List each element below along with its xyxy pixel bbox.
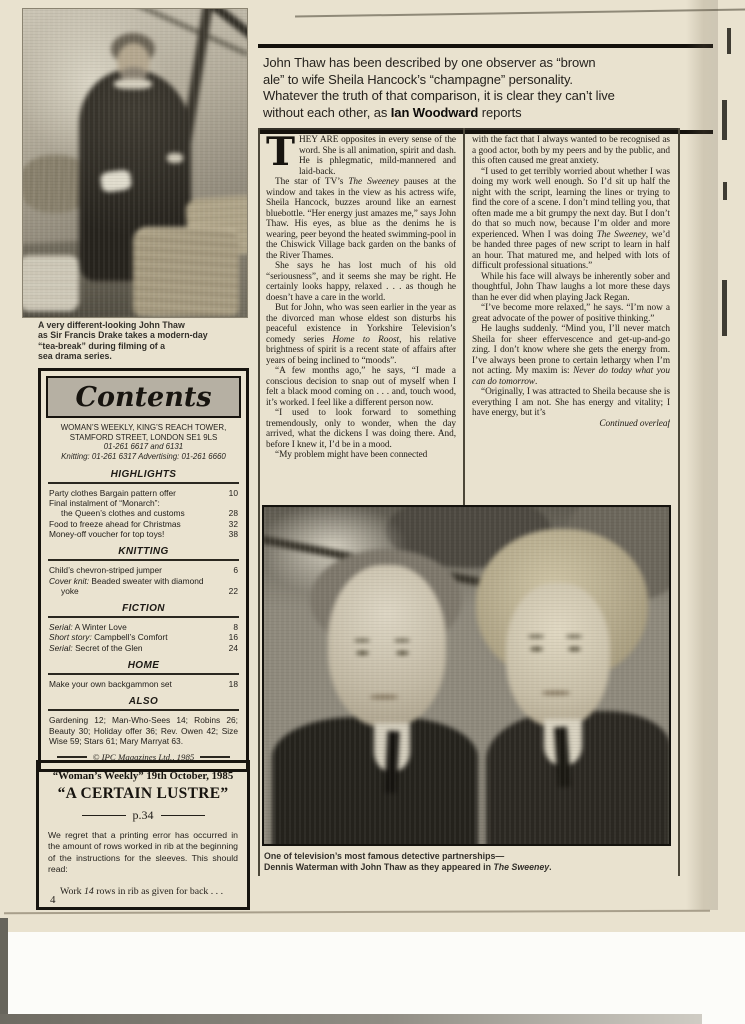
address-line: WOMAN’S WEEKLY, KING’S REACH TOWER, [60,423,227,432]
paragraph: “A few months ago,” he says, “I made a conscious decision to snap out of myself when I felt a black mood coming on . . . and, touch wood, it’s worked. I feel like a different person now. [266,366,456,408]
correction-box [36,760,250,910]
address-line: STAMFORD STREET, LONDON SE1 9LS [69,432,218,442]
rule [200,756,230,758]
item-page: 6 [233,565,238,576]
caption-line: “tea-break” during filming of a [38,340,166,351]
rule [48,616,239,618]
paragraph-text: , his relative brightness of spirit is a recent state of affairs after years of being inclined to “moods”. [266,334,456,366]
title-home-to-roost: Home to Roost [332,334,400,345]
continued-overleaf: Continued overleaf [599,418,670,429]
item-label-text: Secret of the Glen [72,642,143,653]
paragraph: She says he has lost much of his old “seriousness”, and it seems she may be right. He certainly looks happy, relaxed . . . as though he doesn’t have a care in the world. [266,261,456,303]
contents-title-banner [46,376,241,418]
scan-edge-mark [722,280,727,336]
paragraph: “I’ve become more relaxed,” he says. “I’m now a great advocate of the power of positive thinking.” [472,303,670,324]
paragraph-text: , we’d be handed three pages of new script to learn in half an hour. That matured me, and helped with lots of difficult professional situations.” [472,229,670,271]
page-fold-line [4,910,710,914]
contents-item [41,488,246,498]
caption-line: A very different-looking John Thaw [38,320,185,330]
contents-item [41,679,246,689]
item-prefix: Cover knit: [49,575,90,586]
item-page: 28 [228,508,238,519]
sweeney-photo [262,505,671,846]
section-heading-highlights: HIGHLIGHTS [110,468,177,480]
photo-grain [264,507,669,844]
article-column-1 [266,135,456,503]
paragraph [472,167,670,272]
drake-photo-caption [24,320,264,362]
caption-text: Dennis Waterman with John Thaw as they appeared in [264,861,494,872]
item-label [49,576,204,586]
correction-title: “A CERTAIN LUSTRE” [57,785,229,802]
instruction-number: 14 [83,885,94,897]
article-column-2 [472,135,670,503]
correction-instruction [48,886,238,897]
item-label: Final instalment of “Monarch”: [49,498,160,509]
page-ref-text: p.34 [132,808,154,822]
column-divider-rule [463,128,465,505]
caption-line: sea drama series. [38,351,112,362]
correction-issue: “Woman’s Weekly” 19th October, 1985 [52,770,234,782]
paragraph: “My problem might have been connected [275,450,428,460]
contents-item [41,622,246,632]
rule [57,756,87,758]
contents-item [41,632,246,642]
standfirst-line [263,105,711,122]
item-label: Money-off voucher for top toys! [49,529,165,539]
rule [82,815,126,817]
sweeney-photo-caption [264,851,624,872]
rule [48,709,239,711]
maxim-text: Never do today what you can do tomorrow [472,366,670,387]
page-number: 4 [50,894,56,906]
instruction-text: Work [60,885,84,897]
item-page: 22 [228,585,238,596]
item-label: the Queen’s clothes and customs [61,508,185,519]
item-page: 16 [228,632,238,643]
item-page: 8 [233,622,238,633]
item-label: Child’s chevron-striped jumper [49,565,162,576]
paragraph-text: But for John, who was seen earlier in the year as the divorced man whose eldest son disturbs his peaceful existence in Yorkshire Television’s comedy series [266,303,456,345]
correction-page-ref [48,808,238,823]
phone-line: 01-261 6617 and 6131 [103,442,184,452]
paragraph: with the fact that I always wanted to be recognised as a good actor, both by my peers and by the public, and this often caused me great anxiety. [472,135,670,166]
paragraph-text: He laughs suddenly. “Mind you, I’ll never match Sheila for sheer effervescence and get-up-and-go zing. I don’t know where she gets the energy from. I’ve always been prone to certain lethargy when I’m not acting. My maxim is: [472,324,670,376]
drop-cap: T [266,135,295,175]
item-label: Make your own backgammon set [49,679,172,690]
paragraph-text: . [534,376,538,387]
paragraph [472,324,670,387]
item-prefix: Serial: [49,622,73,633]
contents-title: Contents [75,381,212,413]
paragraph: “I used to look forward to something tremendously, only to wonder, when the day arrived, what the dickens I was doing there. And, before I knew it, I’d be in a mood. [266,408,456,450]
standfirst-text: reports [478,104,522,120]
rule [48,673,239,675]
scan-edge-mark [723,182,727,200]
paragraph-text: The star of TV’s [275,177,349,187]
contents-box [38,368,249,772]
rule [48,559,239,561]
item-label [49,632,168,642]
rule [678,128,680,876]
item-page: 24 [228,642,238,653]
caption-line [264,862,624,873]
copyright-text: © IPC Magazines Ltd., 1985 [92,752,195,763]
paragraph [266,303,456,366]
item-label: yoke [61,585,79,596]
item-label [49,643,143,653]
contents-item [41,565,246,575]
contents-item [41,519,246,529]
contents-item-continuation [41,508,246,518]
contents-item [41,576,246,586]
photo-grain [23,9,247,317]
rule [48,482,239,484]
item-prefix: Serial: [49,642,73,653]
contents-item [41,529,246,539]
caption-line: One of television’s most famous detective partnerships— [264,851,505,861]
item-page: 38 [228,529,238,539]
item-page: 10 [228,487,238,498]
section-heading-also: ALSO [128,696,159,708]
title-the-sweeney: The Sweeney [348,177,399,187]
rule [258,128,680,130]
section-heading-knitting: KNITTING [118,546,169,558]
item-page: 18 [228,679,238,690]
section-heading-fiction: FICTION [122,603,165,615]
scan-edge-mark [727,28,731,54]
drake-photo [22,8,248,318]
scan-edge-shadow [0,1014,702,1024]
scan-edge-shadow [0,918,8,1018]
contacts-line: Knitting: 01-261 6317 Advertising: 01-261 6660 [61,452,226,462]
standfirst-line: Whatever the truth of that comparison, it is clear they can’t live [263,88,615,104]
standfirst-text: without each other, as [263,104,391,120]
paragraph-text: “I used to get terribly worried about whether I was doing my work well enough. So I’d sit up half the night with the script, learning the lines or trying to find the core of a scene. I don’t mind telling you, that often made me a bit grumpy the next day. But I don’t do that so much now, because I’m older and more experienced. When I was doing [472,166,670,240]
rule [258,128,260,876]
item-label: Party clothes Bargain pattern offer [49,487,176,498]
standfirst-line: John Thaw has been described by one observer as “brown [263,55,596,70]
paragraph: While his face will always be inherently sober and thoughtful, John Thaw laughs a lot more these days than he ever did when playing Jack Regan. [472,271,670,303]
section-heading-home: HOME [127,660,160,672]
correction-body: We regret that a printing error has occurred in the amount of rows worked in rib at the beginning of the instructions for the sleeves. This should read: [48,830,238,875]
standfirst [258,44,713,134]
contents-item [41,498,246,508]
paragraph [266,135,456,177]
caption-text: . [549,861,552,872]
page-edge-crease [686,0,718,910]
caption-line: as Sir Francis Drake takes a modern-day [38,330,208,341]
item-label-text: A Winter Love [72,622,127,633]
contents-item [41,643,246,653]
item-label-text: Campbell’s Comfort [91,632,168,643]
page-crease [295,8,745,17]
paragraph [266,177,456,261]
item-label [49,622,127,632]
standfirst-line: ale” to wife Sheila Hancock’s “champagne” personality. [263,71,573,87]
title-the-sweeney: The Sweeney [596,229,646,240]
rule [161,815,205,817]
scan-edge-mark [722,100,727,140]
item-page: 32 [228,518,238,529]
item-prefix: Short story: [49,632,92,643]
contents-item-continuation [41,586,246,596]
paragraph: “Originally, I was attracted to Sheila because she is everything I am not. She has energy and vitality; I have energy, but it’s [472,387,670,418]
paragraph-text: pauses at the window and takes in the view as his actress wife, Sheila Hancock, buzzes around like an earnest bluebottle. “Her energy just amazes me,” says John Thaw. His eyes, as blue as the denims he is wearing, peer beyond the heated swimming-pool in the Chiswick Village back garden on the banks of the River Thames. [266,177,456,261]
author-name: Ian Woodward [390,104,479,120]
instruction-text: rows in rib as given for back . . . [93,885,224,897]
item-label: Food to freeze ahead for Christmas [49,518,181,529]
paragraph-text: HEY ARE opposites in every sense of the word. She is all animation, spirit and dash. He is phlegmatic, mild-mannered and laid-back. [298,135,456,177]
title-the-sweeney: The Sweeney [493,861,550,872]
also-list: Gardening 12; Man-Who-Sees 14; Robins 26; Beauty 30; Holiday offer 36; Rev. Owen 42; Size Wise 59; Stars 61; Mary Marryat 63. [49,715,238,746]
item-label-text: Beaded sweater with diamond [89,575,204,586]
